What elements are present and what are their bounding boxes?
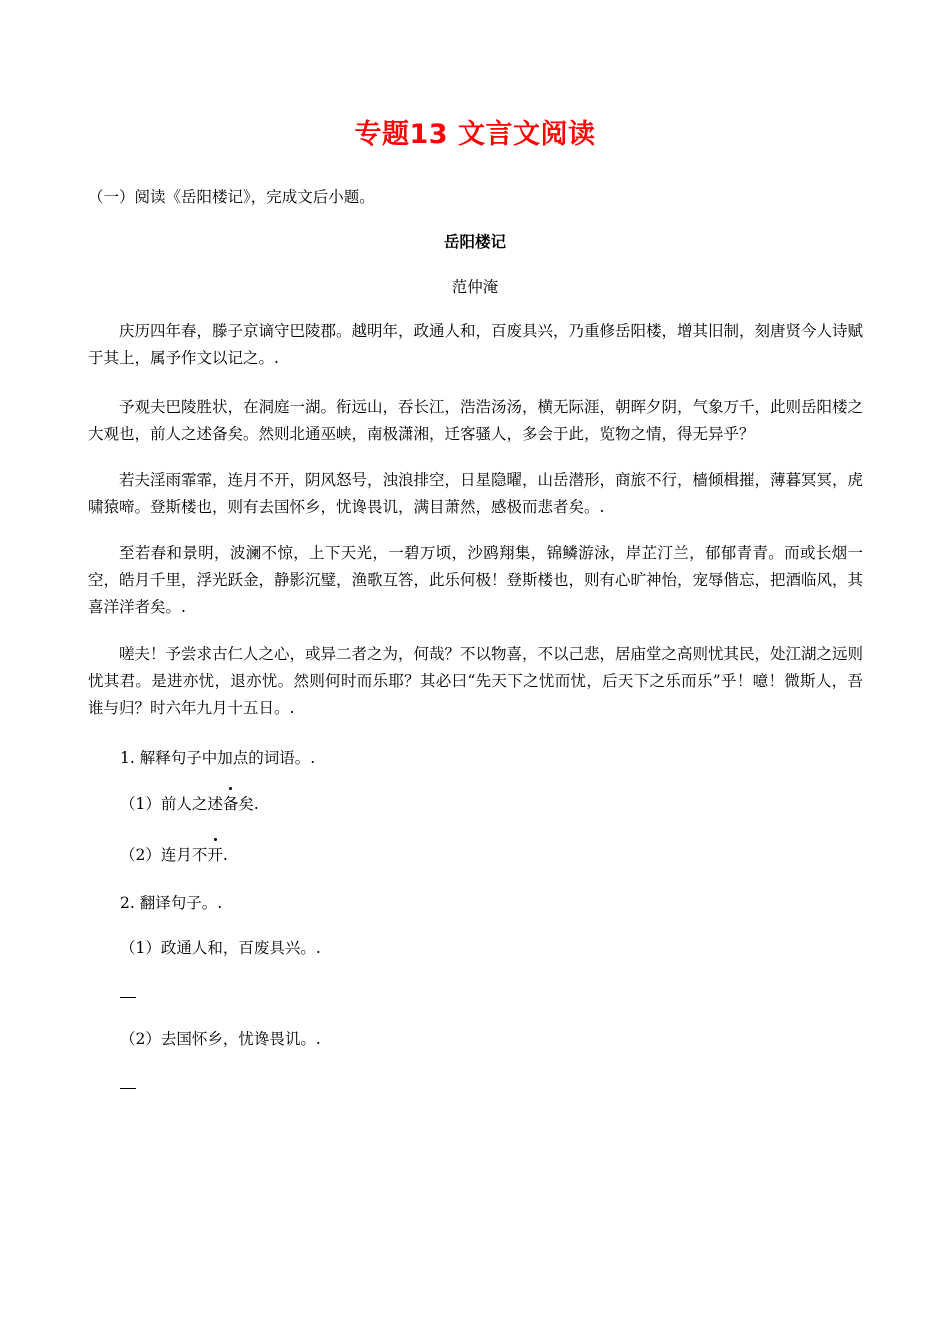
question-1-item-2 [120, 845, 228, 865]
dotted-word: 备 [222, 795, 239, 813]
article-paragraph-2: 予观夫巴陵胜状，在洞庭一湖。衔远山，吞长江，浩浩汤汤，横无际涯，朝晖夕阴，气象万千，此则岳阳楼之大观也，前人之述备矣。然则北通巫峡，南极潇湘，迁客骚人，多会于此，览物之情，得无异乎？ [88, 398, 864, 443]
article-paragraph-5: 嗟夫！予尝求古仁人之心，或异二者之为，何哉？不以物喜，不以己悲，居庙堂之高则忧其民，处江湖之远则忧其君。是进亦忧，退亦忧。然则何时而乐耶？其必曰“先天下之忧而忧，后天下之乐而乐”乎！噫！微斯人，吾谁与归？时六年九月十五日。. [88, 645, 864, 717]
article-paragraph-3: 若夫淫雨霏霏，连月不开，阴风怒号，浊浪排空，日星隐曜，山岳潜形，商旅不行，樯倾楫摧，薄暮冥冥，虎啸猿啼。登斯楼也，则有去国怀乡，忧谗畏讥，满目萧然，感极而悲者矣。. [88, 471, 864, 516]
question-1-label: 1. 解释句子中加点的词语。. [120, 749, 316, 767]
question-2-label: 2. 翻译句子。. [120, 894, 223, 912]
article-paragraph-4: 至若春和景明，波澜不惊，上下天光，一碧万顷，沙鸥翔集，锦鳞游泳，岸芷汀兰，郁郁青青。而或长烟一空，皓月千里，浮光跃金，静影沉璧，渔歌互答，此乐何极！登斯楼也，则有心旷神怡，宠辱偕忘，把酒临风，其喜洋洋者矣。. [88, 544, 864, 616]
question-1-item-2-prefix: （2）连月不 [120, 846, 208, 864]
question-1-item-2-suffix: . [222, 846, 228, 864]
dotted-word: 开 [207, 846, 223, 864]
article-author: 范仲淹 [451, 278, 499, 296]
question-1-item-1-prefix: （1）前人之述 [120, 795, 223, 813]
reading-instruction: （一）阅读《岳阳楼记》，完成文后小题。 [88, 188, 375, 206]
question-2-item-2: （2）去国怀乡，忧谗畏讥。. [120, 1030, 321, 1048]
answer-line-1 [120, 997, 136, 998]
page-title: 专题13 文言文阅读 [354, 119, 596, 150]
question-1-item-1 [120, 794, 259, 814]
answer-line-2 [120, 1088, 136, 1089]
question-1-item-1-suffix: 矣. [238, 795, 259, 813]
article-paragraph-1: 庆历四年春，滕子京谪守巴陵郡。越明年，政通人和，百废具兴，乃重修岳阳楼，增其旧制，刻唐贤今人诗赋于其上，属予作文以记之。. [88, 322, 864, 367]
question-2-item-1: （1）政通人和，百废具兴。. [120, 939, 321, 957]
article-title: 岳阳楼记 [443, 232, 506, 251]
